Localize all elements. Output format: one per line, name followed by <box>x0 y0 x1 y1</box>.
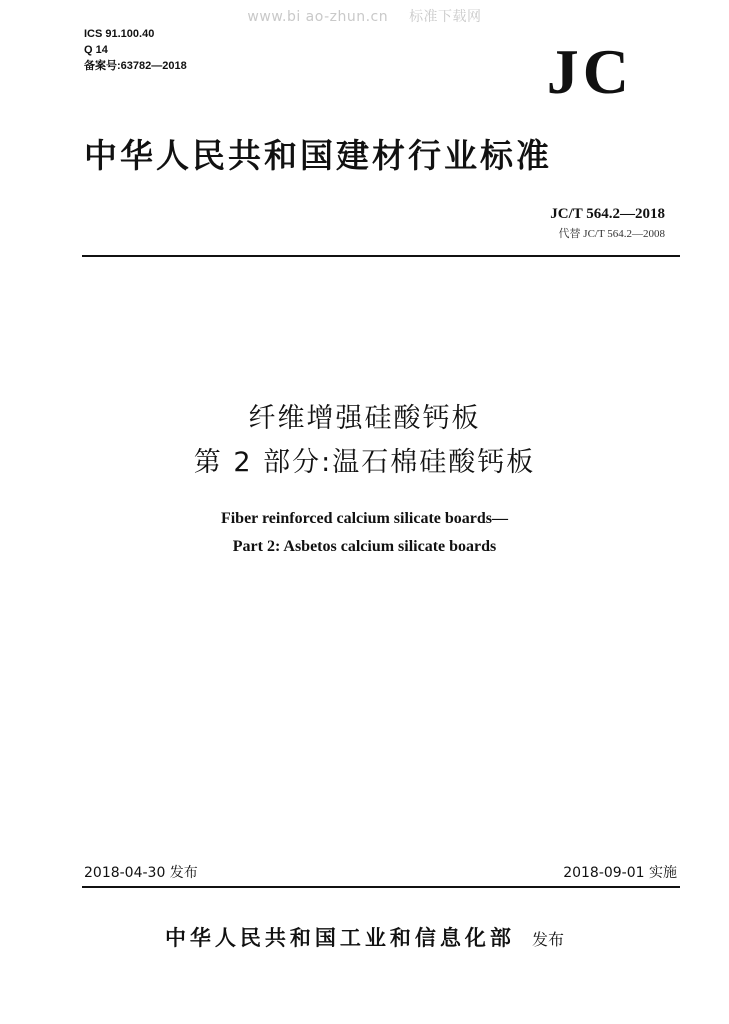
standard-number-block <box>550 204 665 244</box>
publisher-org: 中华人民共和国工业和信息化部 <box>164 925 515 950</box>
classification-block <box>84 26 187 74</box>
publisher-issue: 发布 <box>532 930 565 949</box>
cn-title-line2: 第 2 部分:温石棉硅酸钙板 <box>193 447 536 478</box>
implement-date: 2018-09-01 实施 <box>563 865 677 881</box>
watermark <box>0 6 729 26</box>
publisher-line <box>0 922 729 952</box>
en-title-line1: Fiber reinforced calcium silicate boards— <box>220 510 509 527</box>
record-number: 备案号:63782—2018 <box>84 60 187 72</box>
ics-code: ICS 91.100.40 <box>84 28 155 40</box>
en-title-line2: Part 2: Asbetos calcium silicate boards <box>232 538 497 555</box>
class-code: Q 14 <box>84 44 108 56</box>
industry-standard-heading: 中华人民共和国建材行业标准 <box>84 136 552 175</box>
watermark-site: www.bi ao-zhun.cn <box>247 9 389 25</box>
jc-logo: JC <box>546 36 633 107</box>
cn-title-line1: 纤维增强硅酸钙板 <box>248 403 481 434</box>
replaces-standard: 代替 JC/T 564.2—2008 <box>558 228 665 240</box>
publish-date: 2018-04-30 发布 <box>84 865 198 881</box>
top-divider <box>82 255 680 257</box>
watermark-label: 标准下载网 <box>409 9 482 25</box>
bottom-divider <box>82 886 680 888</box>
standard-number: JC/T 564.2—2018 <box>550 206 665 222</box>
